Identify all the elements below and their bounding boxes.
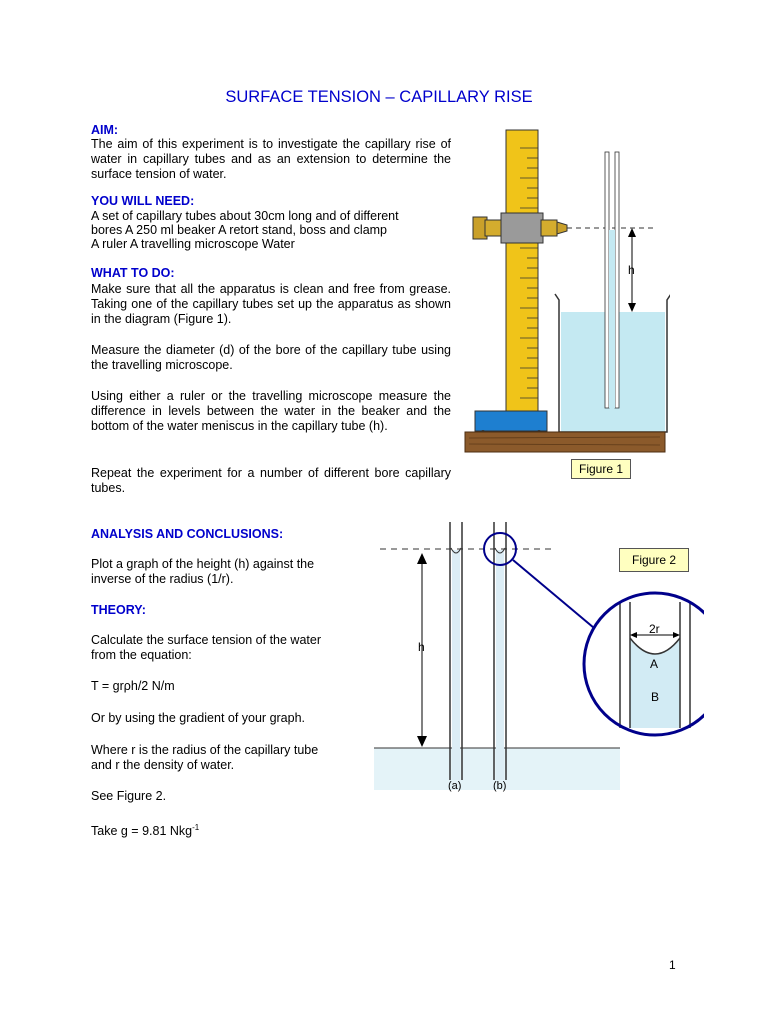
theory-line-1: Calculate the surface tension of the water — [91, 633, 321, 647]
todo-heading: WHAT TO DO: — [91, 266, 175, 280]
page-number: 1 — [669, 958, 676, 972]
analysis-line-2: inverse of the radius (1/r). — [91, 572, 234, 586]
theory-line-2: from the equation: — [91, 648, 192, 662]
need-line-3: A ruler A travelling microscope Water — [91, 237, 295, 251]
todo-paragraph-1: Make sure that all the apparatus is clean and free from grease. Taking one of the capillary tubes set up the apparatus as shown in the diagram (Figure 1). — [91, 282, 451, 326]
aim-heading: AIM: — [91, 123, 119, 137]
figure-2-h-label: h — [418, 640, 425, 654]
stand-base — [475, 411, 547, 431]
capillary-water-column — [609, 230, 615, 408]
figure-1-label: Figure 1 — [571, 459, 631, 479]
gravity-text: Take g = 9.81 Nkg — [91, 824, 193, 839]
travelling-microscope — [473, 213, 567, 243]
theory-where-1: Where r is the radius of the capillary tube — [91, 743, 319, 757]
theory-gradient-text: Or by using the gradient of your graph. — [91, 711, 306, 725]
aim-text: The aim of this experiment is to investigate the capillary rise of water in capillary tubes and as an extension to determine the surface tension of water. — [91, 137, 451, 181]
point-b-label: B — [651, 690, 660, 704]
ruler-post — [506, 130, 538, 418]
need-heading: YOU WILL NEED: — [91, 194, 195, 208]
wooden-bench — [465, 432, 665, 452]
gravity-value — [91, 820, 199, 839]
todo-paragraph-3: Using either a ruler or the travelling microscope measure the difference in levels between the water in the beaker and the bottom of the water meniscus in the capillary tube (h). — [91, 389, 451, 433]
capillary-tube-wall-right — [615, 152, 619, 408]
theory-where-2: and r the density of water. — [91, 758, 235, 772]
analysis-heading: ANALYSIS AND CONCLUSIONS: — [91, 527, 284, 541]
theory-see-figure: See Figure 2. — [91, 789, 167, 803]
tube-a-label: (a) — [448, 780, 462, 792]
need-line-1: A set of capillary tubes about 30cm long and of different — [91, 209, 399, 223]
page-title: SURFACE TENSION – CAPILLARY RISE — [225, 88, 533, 106]
capillary-tube-wall-left — [605, 152, 609, 408]
point-a-label: A — [650, 657, 659, 671]
magnified-meniscus — [584, 593, 704, 737]
todo-paragraph-2: Measure the diameter (d) of the bore of the capillary tube using the travelling microscope. — [91, 343, 451, 372]
analysis-line-1: Plot a graph of the height (h) against the — [91, 557, 315, 571]
theory-heading: THEORY: — [91, 603, 146, 617]
surface-tension-equation: T = grρh/2 N/m — [91, 679, 175, 693]
figure-1-apparatus-diagram — [455, 120, 670, 455]
figure-1-h-label: h — [628, 263, 635, 277]
todo-paragraph-4: Repeat the experiment for a number of different bore capillary tubes. — [91, 466, 451, 495]
radius-2r-label: 2r — [649, 622, 660, 636]
tube-b-label: (b) — [493, 780, 507, 792]
gravity-unit-superscript: -1 — [192, 823, 200, 832]
tube-a-water — [452, 550, 460, 780]
need-line-2: bores A 250 ml beaker A retort stand, boss and clamp — [91, 223, 388, 237]
tube-b-water — [496, 550, 504, 780]
figure-2-label: Figure 2 — [619, 548, 689, 572]
